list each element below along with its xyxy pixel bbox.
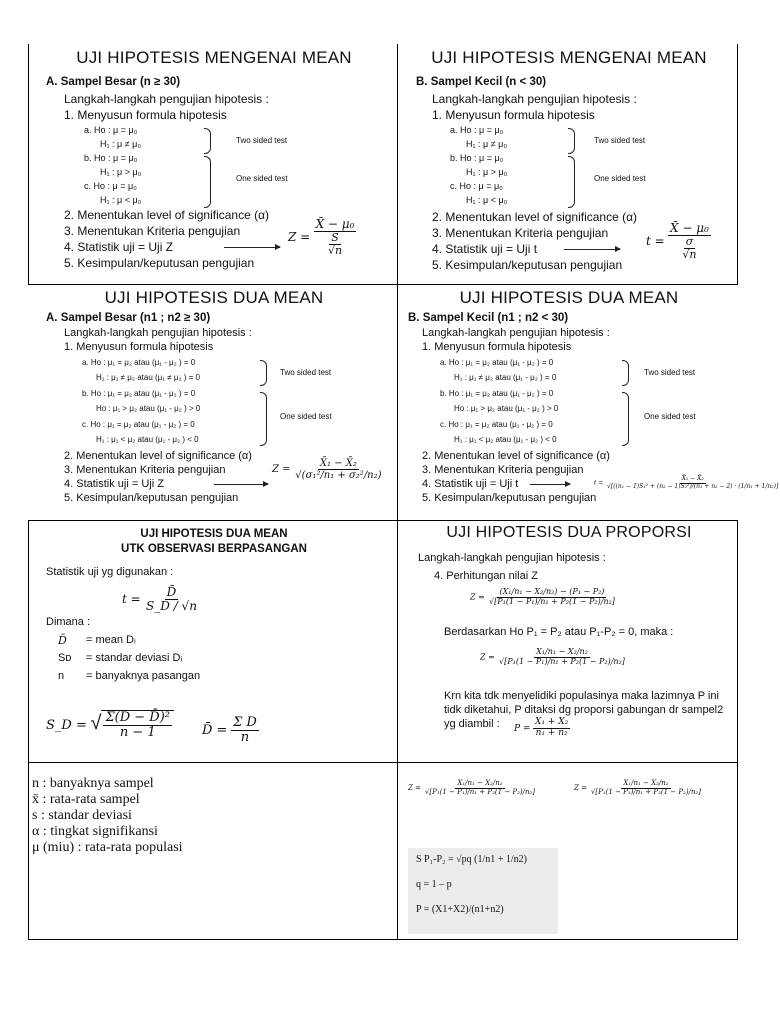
def-val-3: = banyaknya pasangan (86, 670, 201, 682)
legend-line-2: x̄ : rata-rata sampel (32, 792, 140, 807)
hyp-c-ho: c. Ho : μ = μ₀ (84, 181, 137, 191)
steps-intro: Langkah-langkah pengujian hipotesis : (64, 92, 269, 106)
sd-lhs: S_D = (46, 718, 87, 734)
step-1: 1. Menyusun formula hipotesis (432, 108, 595, 122)
dbar-lhs: D̄ = (202, 723, 228, 739)
panel-proportion-formulas (404, 768, 734, 936)
legend-line-1: n : banyaknya sampel (32, 776, 154, 791)
right-edge-3 (737, 520, 738, 940)
formula-lhs: Z = (288, 229, 311, 244)
pooled-line-2: q = 1 – p (416, 879, 452, 890)
step-1: 1. Menyusun formula hipotesis (64, 108, 227, 122)
brace-one (622, 392, 629, 446)
formula-den-bot: √n (682, 248, 697, 262)
hyp-c-ho: c. Ho : μ₁ = μ₂ atau (μ₁ - μ₂ ) = 0 (440, 420, 553, 429)
row-divider-3 (28, 762, 738, 763)
def-val-1: = mean Dᵢ (86, 634, 136, 646)
t-formula (594, 476, 780, 490)
intro: Statistik uji yg digunakan : (46, 566, 174, 578)
legend-line-5: μ (miu) : rata-rata populasi (32, 840, 183, 855)
dimana: Dimana : (46, 616, 91, 628)
formula-den: √[P₁(1 − P₁)/n₁ + P₂(1 − P₂)/n₂] (499, 656, 625, 666)
z-formula-left (408, 780, 537, 796)
arrow (564, 249, 620, 250)
brace-one (204, 156, 211, 208)
formula-lhs: t = (646, 233, 665, 248)
hyp-a-h1: H₁ : μ₁ ≠ μ₂ atau (μ₁ ≠ μ₂ ) = 0 (96, 373, 200, 382)
arrow (214, 484, 268, 485)
bottom-border (28, 939, 738, 940)
formula-den: √[P₁(1 − P₁)/n₁ + P₂(1 − P₂)/n₂] (489, 596, 615, 606)
one-sided-label: One sided test (594, 174, 646, 183)
step-1: 1. Menyusun formula hipotesis (422, 341, 572, 353)
step-4: 4. Perhitungan nilai Z (434, 570, 538, 582)
hyp-a-ho: a. Ho : μ = μ₀ (84, 125, 138, 135)
panel-subtitle: A. Sampel Besar (n ≥ 30) (46, 76, 181, 88)
z-formula-2 (480, 648, 627, 667)
dbar-num: Σ D (233, 715, 257, 730)
formula-lhs: Z = (574, 784, 587, 793)
note-line-1: Krn kita tdk menyelidiki populasinya maka lazimnya P ini (444, 690, 719, 702)
one-sided-label: One sided test (644, 412, 696, 421)
step-3: 3. Menentukan Kriteria pengujian (432, 226, 609, 240)
p-lhs: P = (514, 723, 531, 734)
t-formula (122, 586, 199, 613)
formula-den: S_D / √n (146, 599, 197, 614)
formula-den: √[((n₁ − 1)S₁² + (n₂ − 1)S₂²)/(n₁ + n₂ − 2) · (1/n₁ + 1/n₂)] (607, 482, 779, 490)
left-edge-1 (28, 44, 29, 284)
formula-lhs: t = (122, 591, 141, 606)
hyp-a-h1: H₁ : μ ≠ μ₀ (100, 139, 142, 149)
step-4: 4. Statistik uji = Uji Z (64, 478, 164, 490)
step-3: 3. Menentukan Kriteria pengujian (64, 224, 241, 238)
pooled-line-3: P = (X1+X2)/(n1+n2) (416, 904, 504, 915)
row-divider-1 (28, 284, 738, 285)
formula-lhs: Z = (470, 592, 485, 602)
note-line-3: yg diambil : (444, 718, 500, 730)
two-sided-label: Two sided test (644, 368, 696, 377)
brace-one (260, 392, 267, 446)
sd-formula (46, 710, 174, 741)
hyp-a-ho: a. Ho : μ₁ = μ₂ atau (μ₁ - μ₂ ) = 0 (440, 358, 554, 367)
formula-lhs: t = (594, 479, 604, 487)
panel-title-2: UTK OBSERVASI BERPASANGAN (121, 543, 307, 555)
step-5: 5. Kesimpulan/keputusan pengujian (422, 492, 597, 504)
hyp-c-ho: c. Ho : μ₁ = μ₂ atau (μ₁ - μ₂ ) = 0 (82, 420, 195, 429)
panel-title: UJI HIPOTESIS DUA PROPORSI (446, 524, 692, 541)
dbar-den: n (240, 730, 250, 746)
hyp-c-h1: H₁ : μ < μ₀ (466, 195, 508, 205)
steps-intro: Langkah-langkah pengujian hipotesis : (432, 92, 637, 106)
dbar-formula (202, 716, 259, 746)
hyp-b-h1: H₁ : μ > μ₀ (100, 167, 142, 177)
z-formula-right (574, 780, 703, 796)
steps-intro: Langkah-langkah pengujian hipotesis : (64, 327, 252, 339)
panel-mean-large (34, 48, 394, 282)
brace-one (568, 156, 575, 208)
formula-den: √(σ₁²/n₁ + σ₂²/n₂) (295, 470, 382, 481)
hyp-b-h1: Ho : μ₁ > μ₂ atau (μ₁ - μ₂ ) > 0 (454, 404, 559, 413)
hyp-a-h1: H₁ : μ ≠ μ₀ (466, 139, 508, 149)
def-key-3: n (58, 670, 65, 682)
formula-lhs: Z = (480, 652, 495, 662)
two-sided-label: Two sided test (236, 136, 288, 145)
step-2: 2. Menentukan level of significance (α) (422, 450, 610, 462)
sd-num: Σ(D − D̄)² (105, 710, 171, 725)
intro: Langkah-langkah pengujian hipotesis : (418, 552, 606, 564)
formula-den-bot: √n (327, 244, 343, 258)
panel-title: UJI HIPOTESIS MENGENAI MEAN (76, 48, 352, 67)
hyp-c-h1: H₁ : μ₁ < μ₂ atau (μ₁ - μ₂ ) < 0 (96, 435, 199, 444)
formula-den-top: σ (685, 235, 694, 249)
panel-subtitle: B. Sampel Kecil (n < 30) (416, 76, 547, 88)
hyp-b-ho: b. Ho : μ = μ₀ (84, 153, 138, 163)
steps-intro: Langkah-langkah pengujian hipotesis : (422, 327, 610, 339)
panel-subtitle: A. Sampel Besar (n1 ; n2 ≥ 30) (46, 312, 211, 324)
panel-subtitle: B. Sampel Kecil (n1 ; n2 < 30) (408, 312, 569, 324)
formula-num: X̄₁ − X̄₂ (681, 475, 704, 482)
right-edge-1 (737, 44, 738, 284)
panel-paired (34, 524, 394, 760)
panel-title: UJI HIPOTESIS DUA MEAN (459, 288, 679, 307)
legend-line-4: α : tingkat signifikansi (32, 824, 158, 839)
step-2: 2. Menentukan level of significance (α) (432, 210, 638, 224)
formula-den: √[P₁(1 − P₁)/n₁ + P₂(1 − P₂)/n₂] (590, 787, 702, 796)
brace-two (568, 128, 575, 154)
pooled-box (408, 848, 558, 934)
formula-num: X₁/n₁ − X₂/n₂ (457, 779, 503, 787)
two-sided-label: Two sided test (594, 136, 646, 145)
step-5: 5. Kesimpulan/keputusan pengujian (64, 492, 239, 504)
formula-num: X̄ − μ₀ (315, 217, 355, 231)
def-key-2: Sᴅ (58, 652, 72, 664)
formula-num: X₁/n₁ − X₂/n₂ (536, 647, 588, 656)
hyp-c-h1: H₁ : μ < μ₀ (100, 195, 142, 205)
one-sided-label: One sided test (236, 174, 288, 183)
arrow (530, 484, 570, 485)
formula-den: √[P₁(1 − P₁)/n₁ + P₂(1 − P₂)/n₂] (424, 787, 536, 796)
hyp-b-h1: H₁ : μ > μ₀ (466, 167, 508, 177)
brace-two (260, 360, 267, 386)
step-2: 2. Menentukan level of significance (α) (64, 208, 270, 222)
note-line-2: tidk diketahui, P ditaksi dg proporsi gabungan dr sampel2 (444, 704, 724, 716)
panel-title: UJI HIPOTESIS DUA MEAN (104, 288, 324, 307)
step-3: 3. Menentukan Kriteria pengujian (64, 464, 226, 476)
formula-den-top: S (331, 231, 339, 245)
brace-two (622, 360, 629, 386)
step-5: 5. Kesimpulan/keputusan pengujian (64, 256, 255, 270)
step-4: 4. Statistik uji = Uji Z (64, 240, 174, 254)
hyp-b-ho: b. Ho : μ = μ₀ (450, 153, 504, 163)
panel-two-mean-small (404, 288, 779, 518)
berdasarkan: Berdasarkan Ho P₁ = P₂ atau P₁-P₂ = 0, maka : (444, 626, 674, 638)
z-formula (272, 458, 384, 481)
step-4: 4. Statistik uji = Uji t (432, 242, 538, 256)
brace-two (204, 128, 211, 154)
step-3: 3. Menentukan Kriteria pengujian (422, 464, 584, 476)
step-4: 4. Statistik uji = Uji t (422, 478, 519, 490)
sd-den: n − 1 (119, 725, 156, 741)
panel-two-mean-large (34, 288, 394, 518)
pooled-line-1: S P₁-P₂ = √pq (1/n1 + 1/n2) (416, 854, 527, 865)
formula-num: X̄ − μ₀ (670, 221, 709, 235)
formula-lhs: Z = (272, 464, 291, 476)
hyp-c-h1: H₁ : μ₁ < μ₂ atau (μ₁ - μ₂ ) < 0 (454, 435, 557, 444)
two-sided-label: Two sided test (280, 368, 332, 377)
sqrt-icon: √ (90, 712, 102, 735)
center-divider (397, 44, 398, 940)
z-formula-1 (470, 588, 617, 607)
hyp-a-ho: a. Ho : μ₁ = μ₂ atau (μ₁ - μ₂ ) = 0 (82, 358, 196, 367)
formula-lhs: Z = (408, 784, 421, 793)
z-formula (288, 218, 356, 257)
formula-num: X₁/n₁ − X₂/n₂ (623, 779, 669, 787)
t-formula (646, 222, 711, 261)
p-formula (514, 718, 570, 739)
hyp-c-ho: c. Ho : μ = μ₀ (450, 181, 503, 191)
hyp-b-h1: Ho : μ₁ > μ₂ atau (μ₁ - μ₂ ) > 0 (96, 404, 201, 413)
left-edge-3 (28, 520, 29, 940)
panel-title: UJI HIPOTESIS MENGENAI MEAN (431, 48, 707, 67)
hyp-b-ho: b. Ho : μ₁ = μ₂ atau (μ₁ - μ₂ ) = 0 (82, 389, 196, 398)
step-2: 2. Menentukan level of significance (α) (64, 450, 252, 462)
arrow (224, 247, 280, 248)
step-1: 1. Menyusun formula hipotesis (64, 341, 214, 353)
p-den: n₁ + n₂ (535, 727, 568, 738)
panel-mean-small (404, 48, 734, 282)
sheet-grid (28, 44, 779, 940)
one-sided-label: One sided test (280, 412, 332, 421)
legend-line-3: s : standar deviasi (32, 808, 132, 823)
panel-legend (32, 776, 392, 936)
def-val-2: = standar deviasi Dᵢ (86, 652, 183, 664)
row-divider-2 (28, 520, 738, 521)
panel-two-proportion (404, 524, 734, 760)
step-5: 5. Kesimpulan/keputusan pengujian (432, 258, 623, 272)
panel-title-1: UJI HIPOTESIS DUA MEAN (140, 528, 288, 540)
p-num: X₁ + X₂ (534, 717, 569, 727)
formula-num: (X₁/n₁ − X₂/n₂) − (P₁ − P₂) (499, 587, 605, 596)
def-key-1: D̄ (58, 634, 67, 647)
hyp-a-h1: H₁ : μ₁ ≠ μ₂ atau (μ₁ - μ₂ ) = 0 (454, 373, 557, 382)
hyp-a-ho: a. Ho : μ = μ₀ (450, 125, 504, 135)
formula-num: X̄₁ − X̄₂ (319, 458, 357, 469)
formula-num: D̄ (166, 585, 177, 599)
hyp-b-ho: b. Ho : μ₁ = μ₂ atau (μ₁ - μ₂ ) = 0 (440, 389, 554, 398)
